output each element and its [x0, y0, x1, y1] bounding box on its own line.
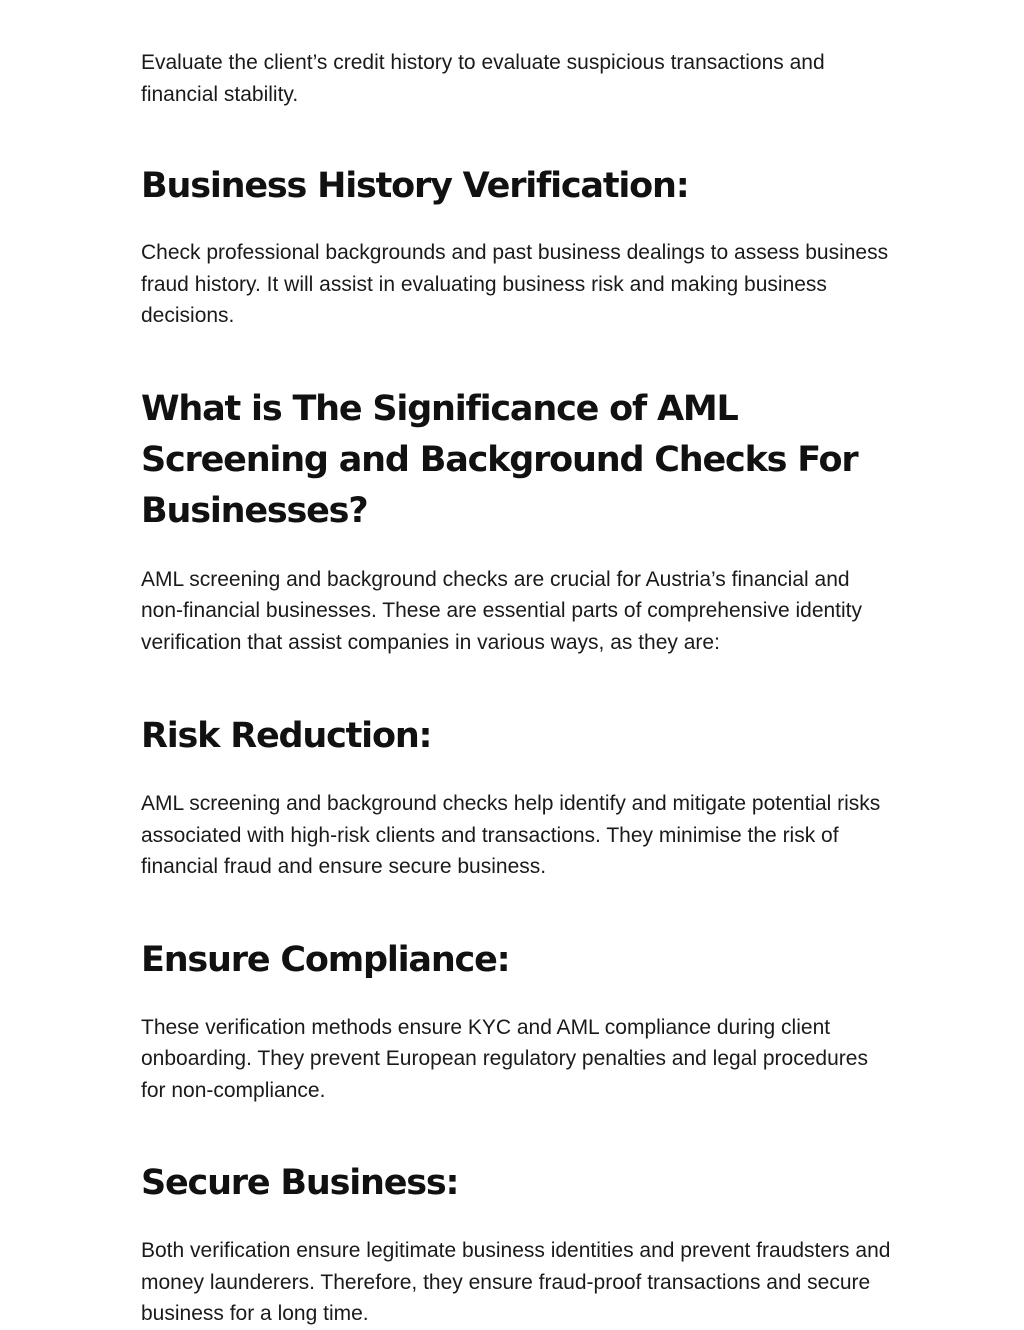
paragraph-ensure-compliance: These verification methods ensure KYC and AML compliance during client onboarding. They prevent European regulatory penalties and legal procedures for non-compliance.: [141, 1015, 868, 1102]
heading-ensure-compliance: Ensure Compliance:: [141, 939, 510, 980]
paragraph-secure-business: Both verification ensure legitimate business identities and prevent fraudsters and money launderers. Therefore, they ensure fraud-proof transactions and secure business for a long time.: [141, 1239, 891, 1325]
paragraph-business-history-verification: Check professional backgrounds and past business dealings to assess business fraud history. It will assist in evaluating business risk and making business decisions.: [141, 241, 889, 327]
intro-paragraph: Evaluate the client’s credit history to evaluate suspicious transactions and financial stability.: [141, 51, 825, 106]
document-page: [141, 47, 891, 1330]
paragraph-significance-of-aml-screening: AML screening and background checks are crucial for Austria’s financial and non-financial businesses. These are essential parts of comprehensive identity verification that assist companies in various ways, as they are:: [141, 567, 863, 654]
heading-secure-business: Secure Business:: [141, 1163, 459, 1203]
heading-business-history-verification: Business History Verification:: [141, 166, 689, 206]
heading-risk-reduction: Risk Reduction:: [141, 716, 432, 756]
heading-significance-of-aml-screening: What is The Significance of AML Screening and Background Checks For Businesses?: [141, 388, 858, 531]
paragraph-risk-reduction: AML screening and background checks help identify and mitigate potential risks associated with high-risk clients and transactions. They minimise the risk of financial fraud and ensure secure business.: [141, 792, 881, 878]
